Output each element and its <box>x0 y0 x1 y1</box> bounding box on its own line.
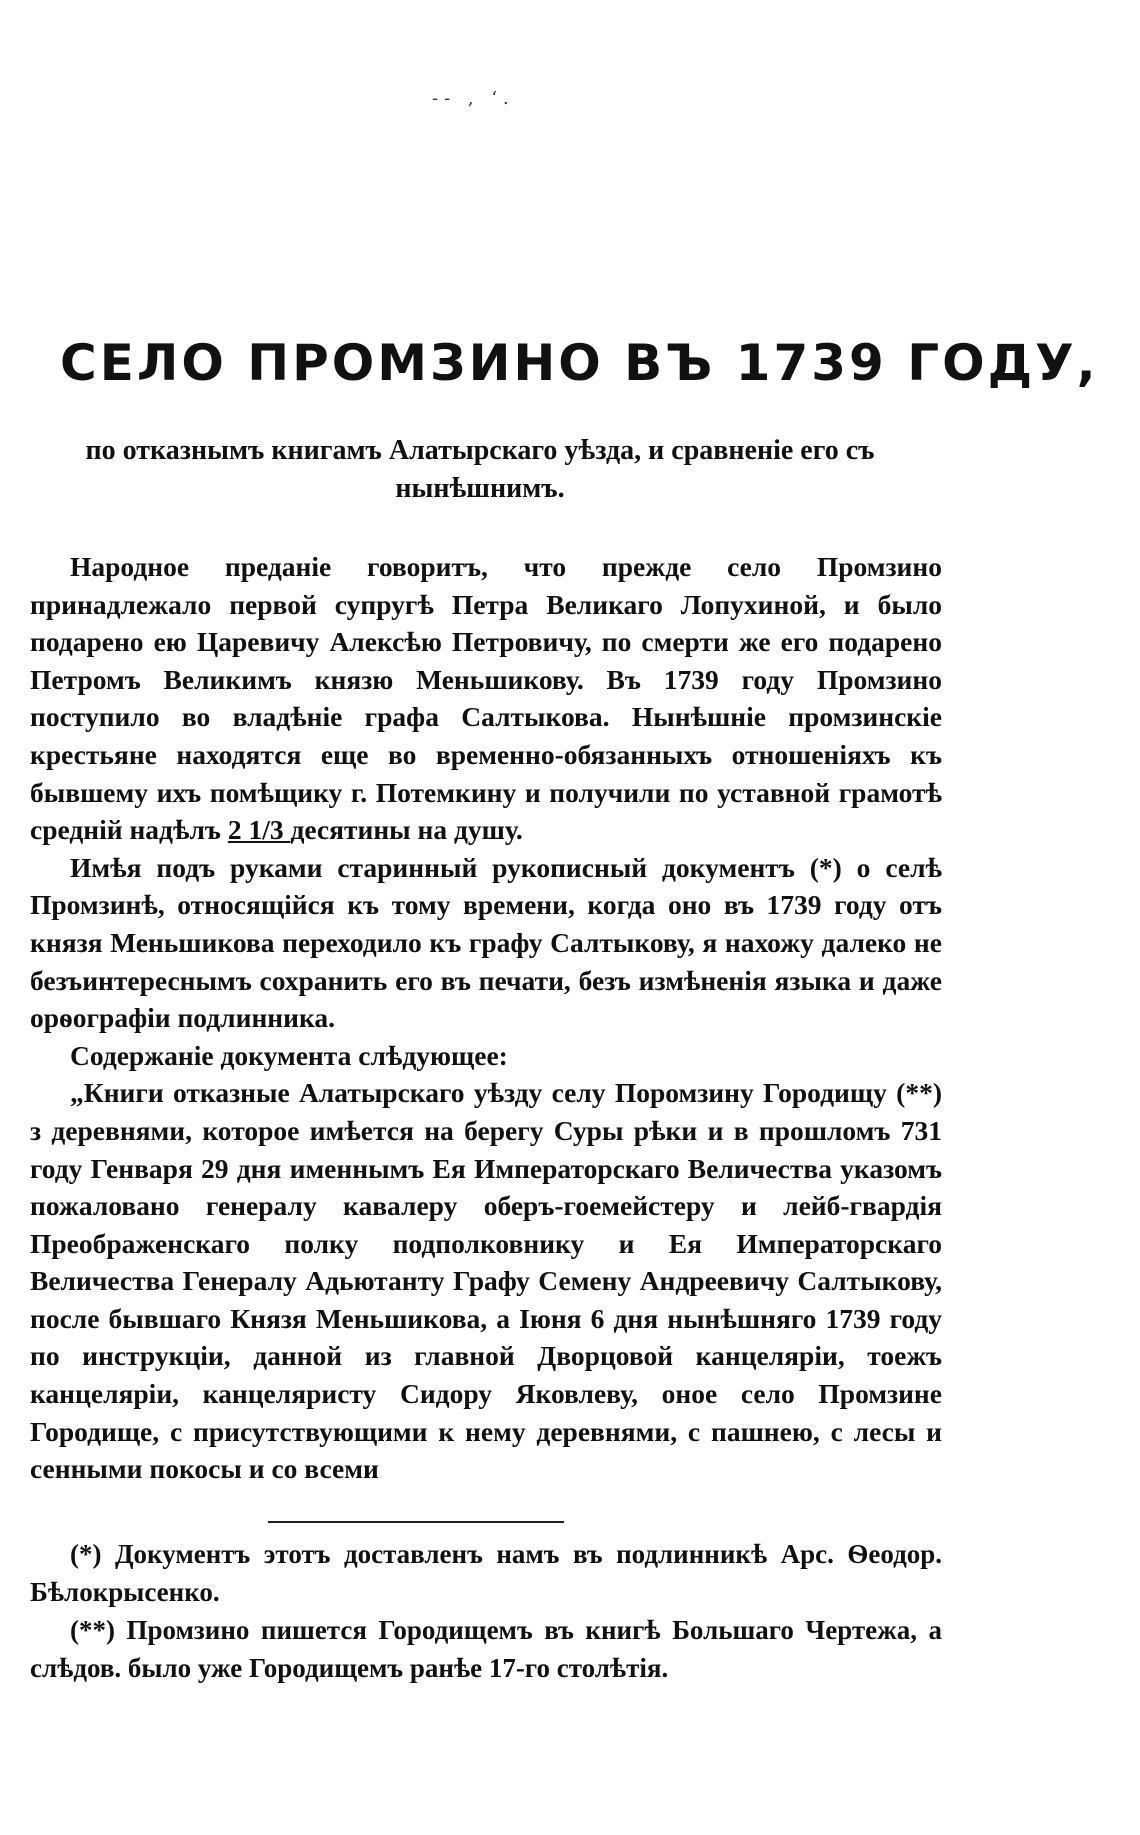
paragraph-3: Содержаніе документа слѣдующее: <box>70 1039 508 1071</box>
main-text <box>30 548 942 1488</box>
page-subtitle: по отказнымъ книгамъ Алатырскаго уѣзда, и сравненіе его съ нынѣшнимъ. <box>85 435 875 504</box>
footnote-2: (**) Промзино пишется Городищемъ въ книгѣ Большаго Чертежа, а слѣдов. было уже Городищемъ ранѣе 17-го столѣтія. <box>30 1615 942 1683</box>
page-title: СЕЛО ПРОМЗИНО ВЪ 1739 ГОДУ, <box>60 334 1099 392</box>
paragraph-1-text: Народное преданіе говоритъ, что прежде село Промзино принадлежало первой супругѣ Петра Великаго Лопухиной, и было подарено ею Царевичу Алексѣю Петровичу, по смерти же его подарено Петромъ Великимъ князю Меньшикову. Въ 1739 году Промзино поступило во владѣніе графа Салтыкова. Нынѣшніе промзинскіе крестьяне находятся еще во временно-обязанныхъ отношеніяхъ къ бывшему ихъ помѣщику г. Потемкину и получили по уставной грамотѣ средній надѣлъ <box>30 551 942 846</box>
paragraph-1-end: десятины на душу. <box>290 814 523 846</box>
footnote-divider <box>268 1521 564 1523</box>
paragraph-2: Имѣя подъ руками старинный рукописный документъ (*) о селѣ Промзинѣ, относящійся къ тому времени, когда оно въ 1739 году отъ князя Меньшикова переходило къ графу Салтыкову, я нахожу далеко не безъинтереснымъ сохранить его въ печати, безъ измѣненія языка и даже орѳографіи подлинника. <box>30 851 942 1034</box>
footnotes <box>30 1535 942 1687</box>
paragraph-1 <box>30 548 942 849</box>
paragraph-4: „Книги отказные Алатырскаго уѣзду селу Поромзину Городищу (**) з деревнями, которое имѣется на берегу Суры рѣки и в прошломъ 731 году Генваря 29 дня именнымъ Ея Императорскаго Величества указомъ пожаловано генералу кавалеру оберъ-гоемейстеру и лейб-гвардія Преображенскаго полку подполковнику и Ея Императорскаго Величества Генералу Адьютанту Графу Семену Андреевичу Салтыкову, после бывшаго Князя Меньшикова, а Іюня 6 дня нынѣшняго 1739 году по инструкціи, данной из главной Дворцовой канцеляріи, тоежъ канцеляріи, канцеляристу Сидору Яковлеву, оное село Промзине Городище, с присутствующими к нему деревнями, с пашнею, с лесы и сенными покосы и со всеми <box>30 1077 942 1485</box>
allotment-fraction: 2 1/3 <box>227 814 291 846</box>
footnote-1: (*) Документъ этотъ доставленъ намъ въ подлинникѣ Арс. Ѳеодор. Бѣлокрысенко. <box>30 1539 942 1607</box>
top-page-marks: -- , ‘. <box>432 88 515 109</box>
